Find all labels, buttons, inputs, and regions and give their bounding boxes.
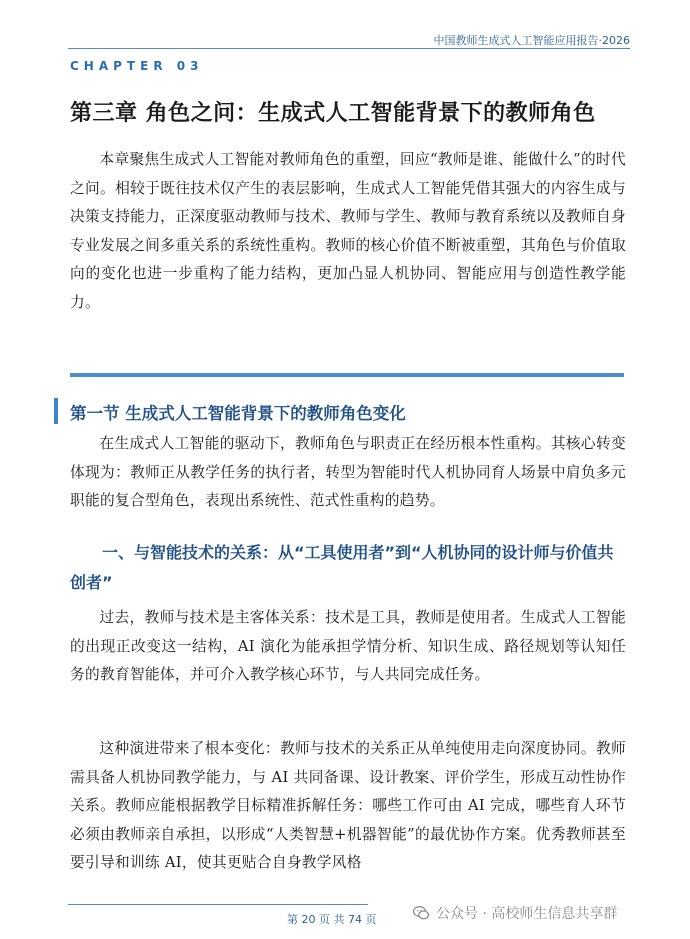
header-rule: [68, 48, 630, 49]
subsection-heading: 一、与智能技术的关系：从“工具使用者”到“人机协同的设计师与价值共创者”: [70, 543, 614, 592]
chapter-label: CHAPTER 03: [70, 59, 204, 73]
section-paragraph: 在生成式人工智能的驱动下，教师角色与职责正在经历根本性重构。其核心转变体现为：教师正从教学任务的执行者，转型为智能时代人机协同育人场景中肩负多元职能的复合型角色，表现出系统性、范式性重构的趋势。: [70, 435, 626, 509]
header-title: 中国教师生成式人工智能应用报告·2026: [433, 34, 630, 47]
page-number: 第 20 页 共 74 页: [287, 913, 377, 926]
intro-paragraph: 本章聚焦生成式人工智能对教师角色的重塑，回应“教师是谁、能做什么”的时代之问。相较于既往技术仅产生的表层影响，生成式人工智能凭借其强大的内容生成与决策支持能力，正深度驱动教师与技术、教师与学生、教师与教育系统以及教师自身专业发展之间多重关系的系统性重构。教师的核心价值不断被重塑，其角色与价值取向的变化也进一步重构了能力结构，更加凸显人机协同、智能应用与创造性教学能力。: [70, 151, 626, 311]
watermark-text: 公众号 · 高校师生信息共享群: [436, 906, 618, 922]
section-accent-bar: [54, 398, 58, 424]
watermark: [412, 903, 617, 923]
subsection-paragraph-1: 过去，教师与技术是主客体关系：技术是工具，教师是使用者。生成式人工智能的出现正改变这一结构，AI 演化为能承担学情分析、知识生成、路径规划等认知任务的教育智能体，并可介入教学核心环节，与人共同完成任务。: [70, 609, 626, 683]
chapter-title: 第三章 角色之问：生成式人工智能背景下的教师角色: [70, 101, 596, 126]
section-rule: [70, 373, 624, 377]
subsection-paragraph-2: 这种演进带来了根本变化：教师与技术的关系正从单纯使用走向深度协同。教师需具备人机协同教学能力，与 AI 共同备课、设计教案、评价学生，形成互动性协作关系。教师应能根据教学目标精准拆解任务：哪些工作可由 AI 完成，哪些育人环节必须由教师亲自承担，以形成“人类智慧+机器智能”的最优协作方案。优秀教师甚至要引导和训练 AI，使其更贴合自身教学风格: [70, 740, 626, 871]
wechat-icon: [412, 904, 430, 922]
section-title: 第一节 生成式人工智能背景下的教师角色变化: [70, 404, 406, 423]
footer-rule: [68, 904, 368, 905]
